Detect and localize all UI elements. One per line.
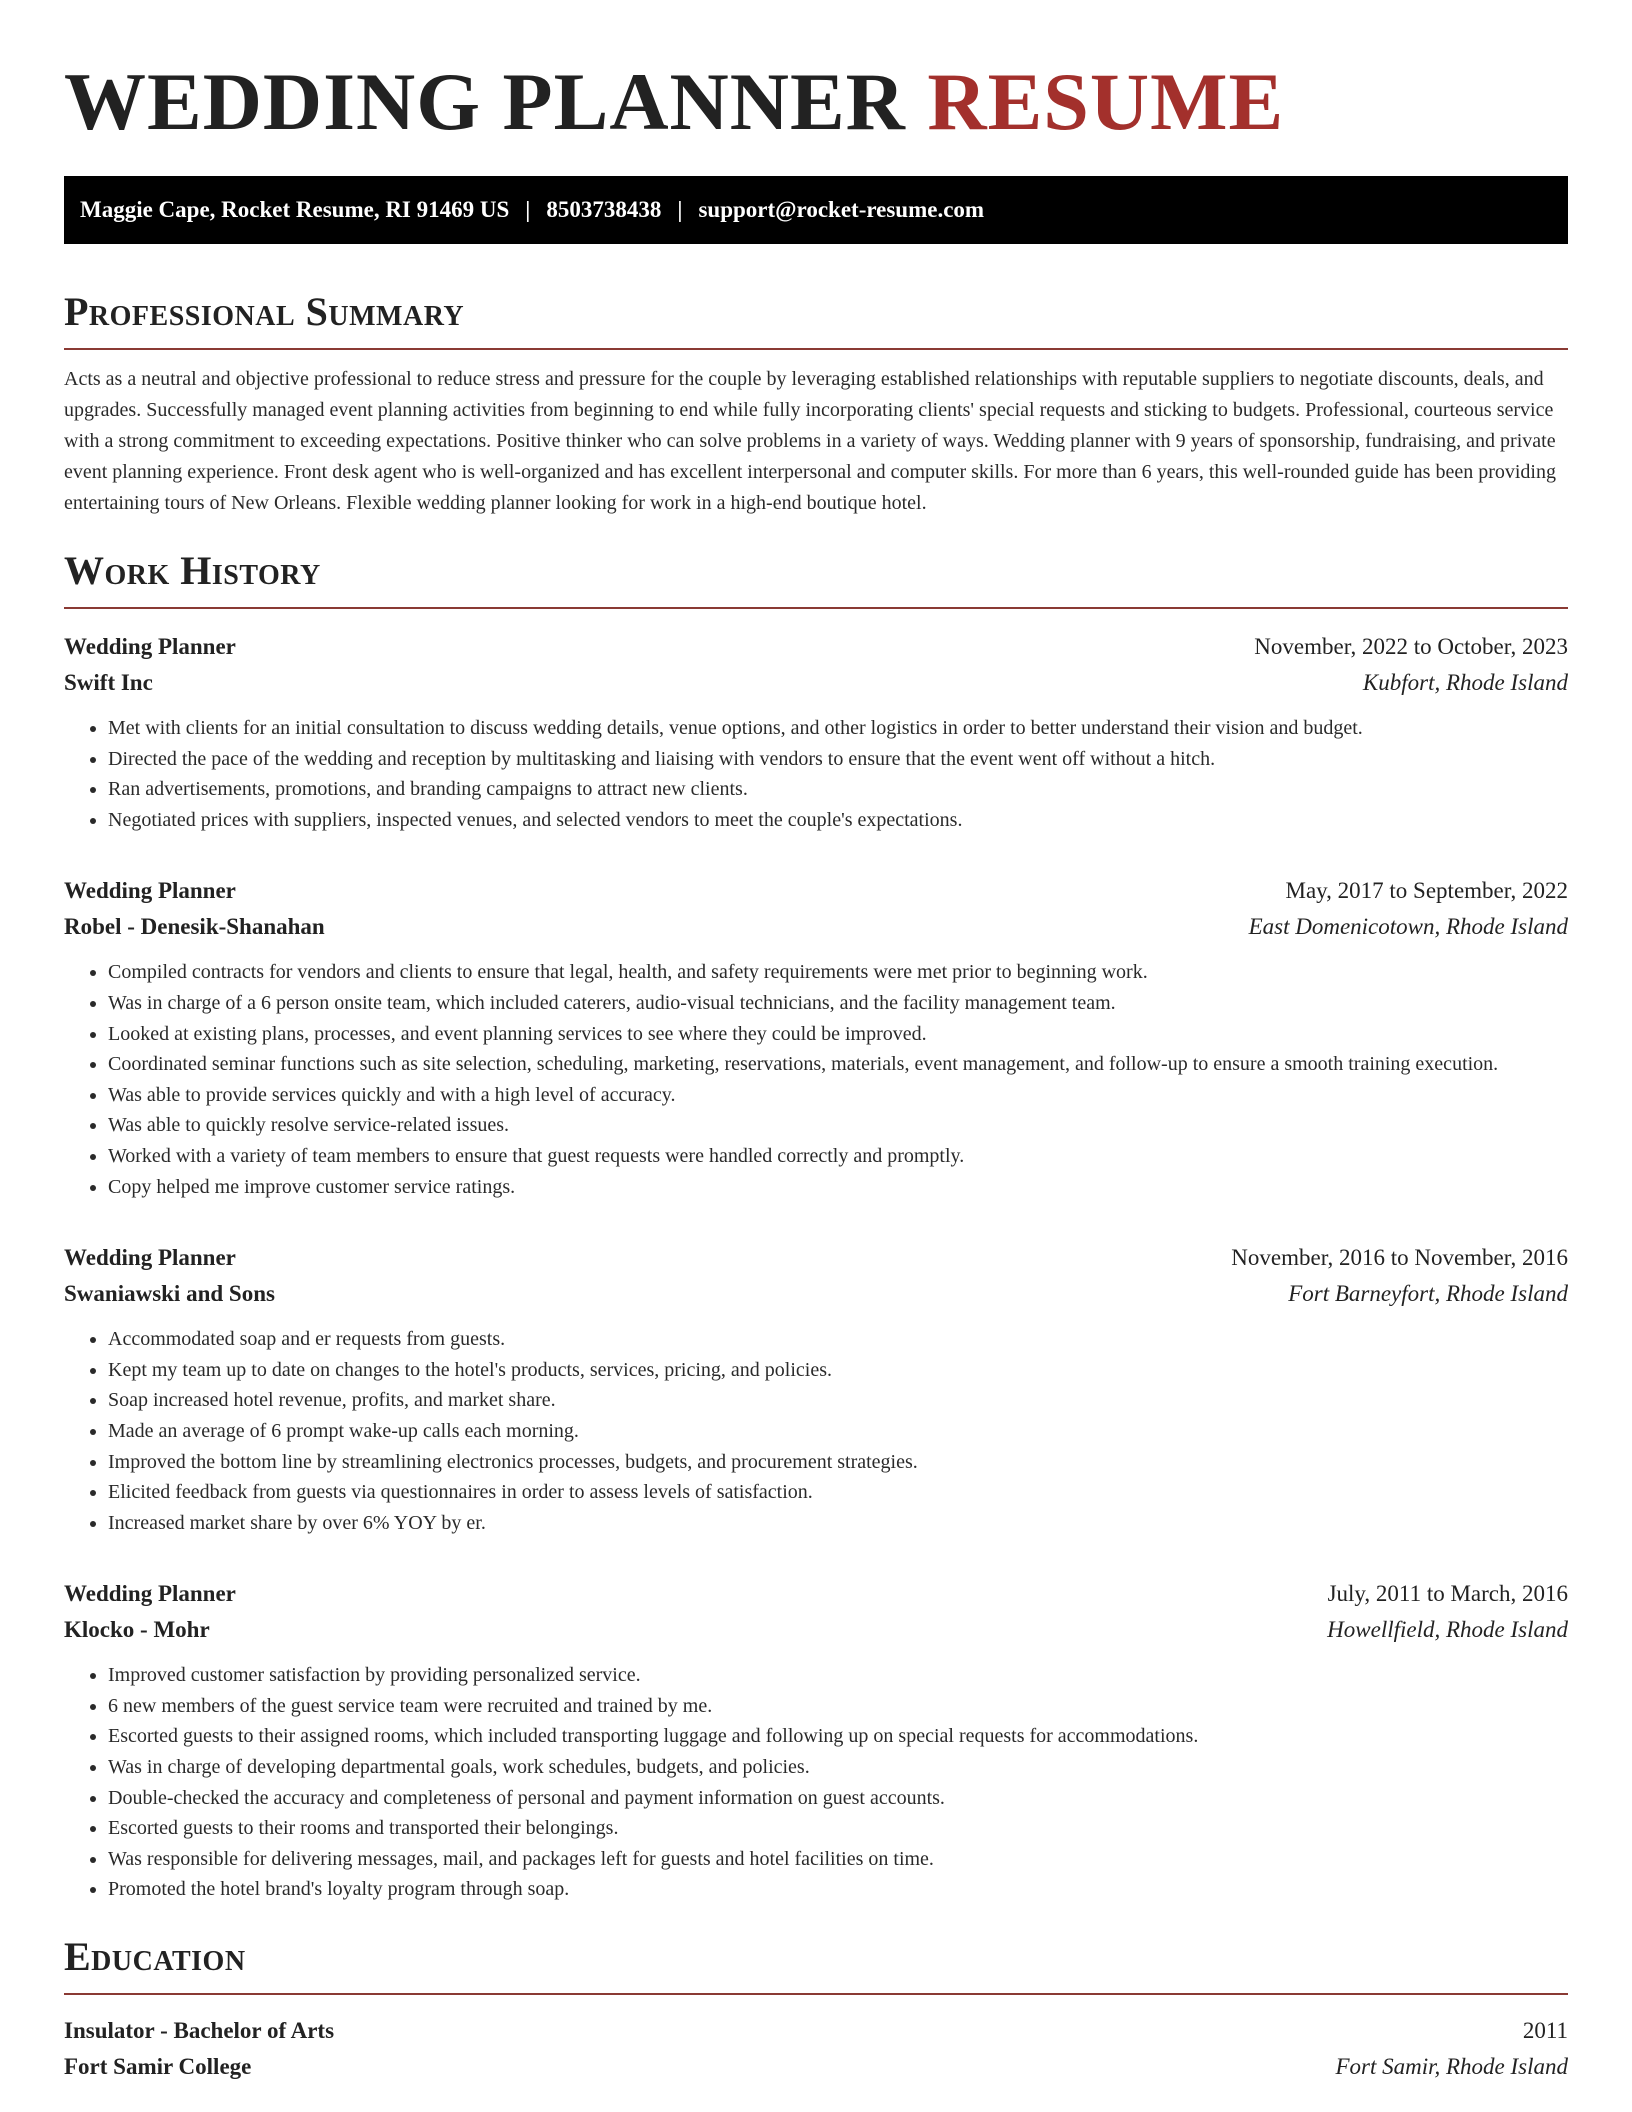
job-bullet: • Copy helped me improve customer service ratings.: [108, 1172, 1568, 1203]
education-school: Fort Samir College: [64, 2054, 252, 2080]
job-bullet: • Was responsible for delivering messages, mail, and packages left for guests and hotel facilities on time.: [108, 1844, 1568, 1875]
job-bullet: • Improved the bottom line by streamlining electronics processes, budgets, and procurement strategies.: [108, 1447, 1568, 1478]
contact-bar: [64, 176, 1568, 244]
job-bullet: • Improved customer satisfaction by providing personalized service.: [108, 1660, 1568, 1691]
job-bullet: • Looked at existing plans, processes, and event planning services to see where they could be improved.: [108, 1019, 1568, 1050]
job-bullet: • Elicited feedback from guests via questionnaires in order to assess levels of satisfaction.: [108, 1477, 1568, 1508]
contact-phone: 8503738438: [546, 197, 662, 222]
contact-email: support@rocket-resume.com: [698, 197, 985, 222]
title-accent: RESUME: [927, 56, 1285, 147]
education-school-row: [64, 2049, 1568, 2085]
job-title: Wedding Planner: [64, 1245, 236, 1271]
job-bullet: • Escorted guests to their assigned rooms, which included transporting luggage and following up on special requests for accommodations.: [108, 1721, 1568, 1752]
job-bullet: • Was in charge of a 6 person onsite team, which included caterers, audio-visual technicians, and the facility management team.: [108, 988, 1568, 1019]
work-history-heading: Work History: [64, 547, 1568, 609]
job-title-row: [64, 873, 1568, 909]
job-company: Robel - Denesik-Shanahan: [64, 914, 325, 940]
job-bullet: • Ran advertisements, promotions, and branding campaigns to attract new clients.: [108, 774, 1568, 805]
job-title: Wedding Planner: [64, 634, 236, 659]
job-company-row: [64, 665, 1568, 701]
work-history-list: [64, 629, 1568, 1905]
job-bullet: • Negotiated prices with suppliers, inspected venues, and selected vendors to meet the couple's expectations.: [108, 805, 1568, 836]
job-bullet: • Double-checked the accuracy and completeness of personal and payment information on guest accounts.: [108, 1783, 1568, 1814]
job-bullet: • Was able to quickly resolve service-related issues.: [108, 1110, 1568, 1141]
job-title-row: [64, 1240, 1568, 1276]
job-bullet: • 6 new members of the guest service team were recruited and trained by me.: [108, 1691, 1568, 1722]
job-dates: May, 2017 to September, 2022: [1285, 878, 1568, 904]
job-bullet: • Coordinated seminar functions such as site selection, scheduling, marketing, reservations, materials, event management, and follow-up to ensure a smooth training execution.: [108, 1049, 1568, 1080]
job-bullets: [64, 957, 1568, 1202]
summary-heading: Professional Summary: [64, 288, 1568, 350]
job-bullet: • Escorted guests to their rooms and transported their belongings.: [108, 1813, 1568, 1844]
job-bullet: • Made an average of 6 prompt wake-up calls each morning.: [108, 1416, 1568, 1447]
contact-separator: |: [677, 197, 683, 222]
contact-address: Maggie Cape, Rocket Resume, RI 91469 US: [80, 197, 510, 222]
job-bullet: • Directed the pace of the wedding and reception by multitasking and liaising with vendors to ensure that the event went off without a hitch.: [108, 744, 1568, 775]
job-company: Klocko - Mohr: [64, 1617, 210, 1643]
title-main: WEDDING PLANNER: [64, 56, 928, 147]
job-entry: [64, 1576, 1568, 1905]
job-bullet: • Increased market share by over 6% YOY by er.: [108, 1508, 1568, 1539]
job-dates: November, 2022 to October, 2023: [1254, 634, 1568, 659]
job-location: Fort Barneyfort, Rhode Island: [1288, 1281, 1568, 1307]
education-location: Fort Samir, Rhode Island: [1335, 2054, 1568, 2080]
education-year: 2011: [1522, 2018, 1568, 2044]
job-bullet: • Kept my team up to date on changes to the hotel's products, services, pricing, and policies.: [108, 1355, 1568, 1386]
job-company: Swift Inc: [64, 670, 153, 695]
job-bullets: [64, 1324, 1568, 1538]
job-bullet: • Was able to provide services quickly and with a high level of accuracy.: [108, 1080, 1568, 1111]
job-dates: November, 2016 to November, 2016: [1231, 1245, 1568, 1271]
job-bullet: • Worked with a variety of team members to ensure that guest requests were handled correctly and promptly.: [108, 1141, 1568, 1172]
job-bullets: [64, 713, 1568, 835]
contact-separator: |: [525, 197, 531, 222]
job-dates: July, 2011 to March, 2016: [1327, 1581, 1568, 1607]
job-bullet: • Soap increased hotel revenue, profits, and market share.: [108, 1385, 1568, 1416]
job-title: Wedding Planner: [64, 1581, 236, 1607]
education-entry: [64, 2013, 1568, 2085]
job-location: Howellfield, Rhode Island: [1327, 1617, 1568, 1643]
page-title: [64, 0, 1568, 176]
job-company-row: [64, 1276, 1568, 1312]
job-bullets: [64, 1660, 1568, 1905]
job-location: Kubfort, Rhode Island: [1362, 670, 1568, 695]
job-title-row: [64, 629, 1568, 665]
job-bullet: • Compiled contracts for vendors and clients to ensure that legal, health, and safety requirements were met prior to beginning work.: [108, 957, 1568, 988]
job-entry: [64, 873, 1568, 1202]
job-location: East Domenicotown, Rhode Island: [1248, 914, 1568, 940]
job-company-row: [64, 1612, 1568, 1648]
job-bullet: • Was in charge of developing departmental goals, work schedules, budgets, and policies.: [108, 1752, 1568, 1783]
job-company-row: [64, 909, 1568, 945]
education-degree-row: [64, 2013, 1568, 2049]
job-bullet: • Accommodated soap and er requests from guests.: [108, 1324, 1568, 1355]
education-heading: Education: [64, 1933, 1568, 1995]
education-degree: Insulator - Bachelor of Arts: [64, 2018, 335, 2044]
job-company: Swaniawski and Sons: [64, 1281, 275, 1307]
job-bullet: • Promoted the hotel brand's loyalty program through soap.: [108, 1874, 1568, 1905]
summary-text: Acts as a neutral and objective professional to reduce stress and pressure for the couple by leveraging established relationships with reputable suppliers to negotiate discounts, deals, and upgrades. Successfully managed event planning activities from beginning to end while fully incorporating clients' special requests and sticking to budgets. Professional, courteous service with a strong commitment to exceeding expectations. Positive thinker who can solve problems in a variety of ways. Wedding planner with 9 years of sponsorship, fundraising, and private event planning experience. Front desk agent who is well-organized and has excellent interpersonal and computer skills. For more than 6 years, this well-rounded guide has been providing entertaining tours of New Orleans. Flexible wedding planner looking for work in a high-end boutique hotel.: [64, 368, 1556, 514]
job-bullet: • Met with clients for an initial consultation to discuss wedding details, venue options, and other logistics in order to better understand their vision and budget.: [108, 713, 1568, 744]
job-entry: [64, 629, 1568, 835]
job-title: Wedding Planner: [64, 878, 236, 904]
job-entry: [64, 1240, 1568, 1538]
job-title-row: [64, 1576, 1568, 1612]
